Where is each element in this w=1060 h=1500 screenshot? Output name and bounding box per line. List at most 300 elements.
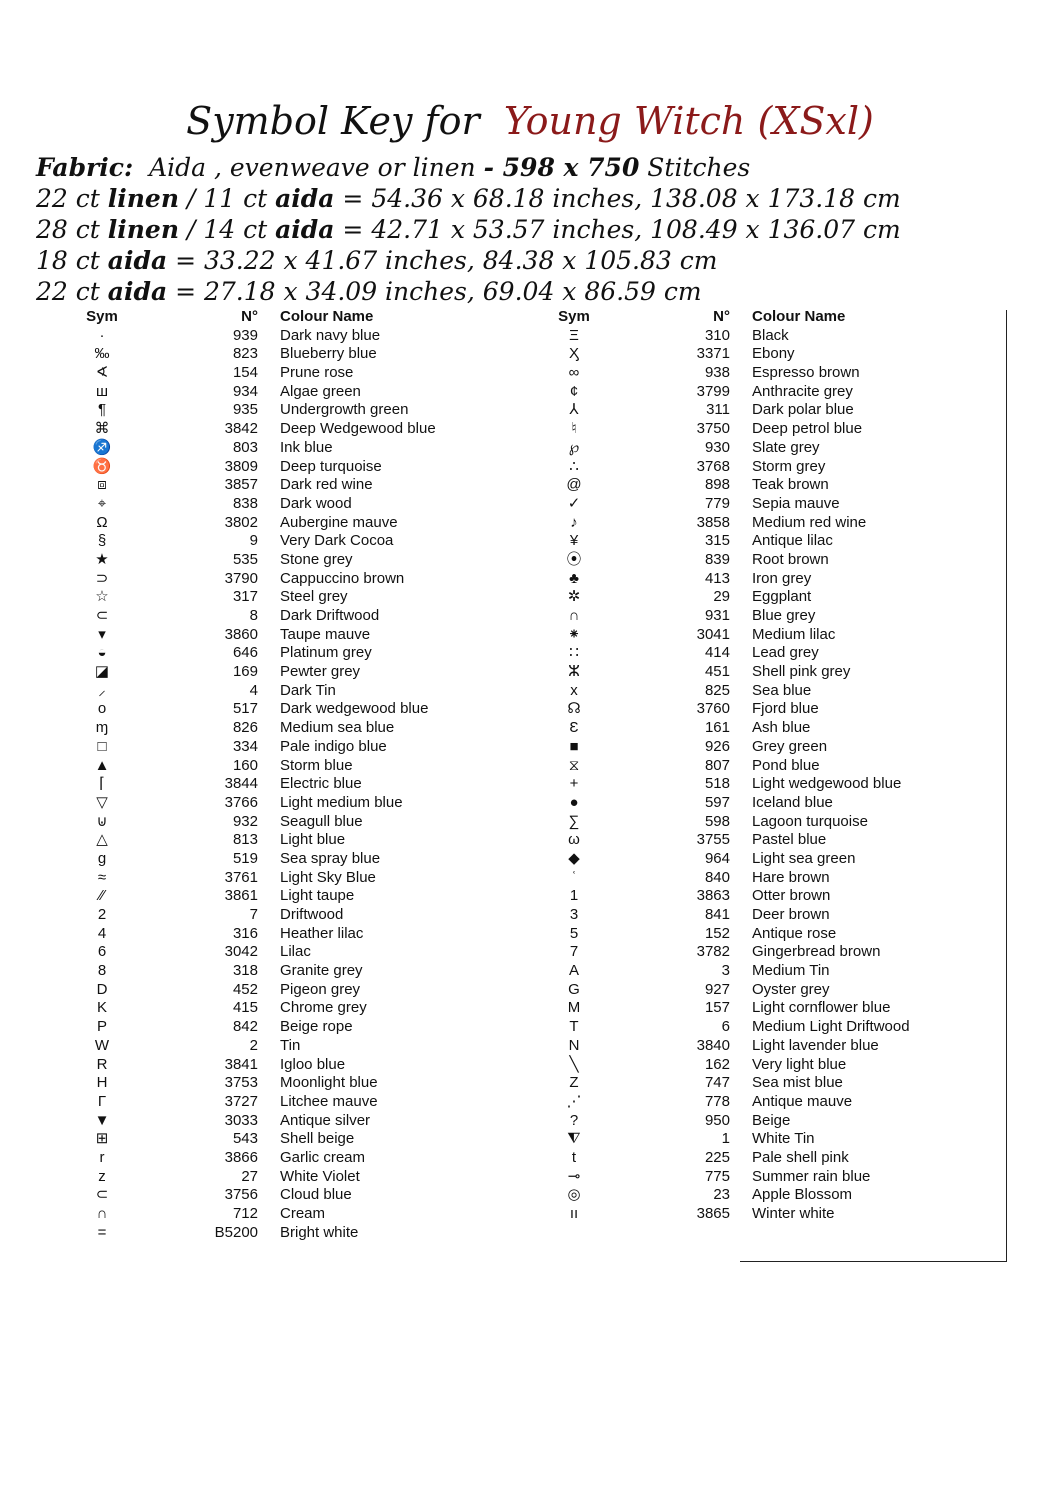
symbol-cell: ⋰ (566, 1092, 582, 1110)
number-cell: 778 (704, 1092, 730, 1110)
colour-name-cell: Sepia mauve (752, 494, 840, 512)
number-cell: 6 (721, 1018, 730, 1036)
number-cell: 162 (704, 1055, 730, 1073)
colour-name-cell: Very Dark Cocoa (280, 532, 394, 550)
symbol-cell: 6 (97, 943, 107, 961)
symbol-cell: ⧖ (568, 756, 580, 774)
symbol-cell: o (97, 700, 107, 718)
fabric-word: aida (275, 215, 335, 244)
symbol-cell: ⧨ (567, 1130, 581, 1148)
number-cell: 519 (232, 849, 258, 867)
count-text: 18 ct (36, 246, 108, 275)
colour-name-cell: White Violet (280, 1167, 360, 1185)
colour-name-cell: Storm blue (280, 756, 353, 774)
number-cell: 926 (704, 737, 730, 755)
colour-name-cell: Litchee mauve (280, 1092, 378, 1110)
number-cell: 775 (704, 1167, 730, 1185)
number-cell: 838 (232, 494, 258, 512)
colour-name-cell: Medium lilac (752, 625, 836, 643)
colour-name-cell: Dark Driftwood (280, 607, 380, 624)
page-title (0, 96, 1060, 146)
colour-name-cell: Medium Tin (752, 962, 830, 980)
number-cell: 807 (704, 756, 730, 774)
number-cell: 311 (706, 401, 730, 419)
colour-name-cell: Shell pink grey (752, 663, 851, 681)
colour-name-cell: Otter brown (752, 887, 831, 905)
number-cell: 3861 (224, 887, 258, 905)
number-cell: B5200 (214, 1223, 258, 1241)
number-cell: 803 (232, 438, 258, 456)
colour-name-cell: Teak brown (752, 476, 829, 494)
symbol-cell: ⦿ (566, 550, 582, 568)
symbol-cell: ıı (569, 1205, 579, 1222)
number-cell: 934 (232, 382, 258, 400)
symbol-cell: Z (569, 1074, 579, 1092)
colour-name-cell: Pale shell pink (752, 1148, 849, 1166)
symbol-cell: ▼ (94, 1111, 110, 1129)
colour-name-cell: Ash blue (752, 719, 811, 737)
number-cell: 3782 (696, 943, 730, 961)
symbol-cell: P (96, 1018, 107, 1036)
colour-name-cell: Light sea green (752, 849, 856, 867)
size-line-22ct-aida (36, 276, 1036, 307)
number-cell: 779 (704, 494, 730, 512)
colour-name-cell: Algae green (280, 382, 361, 400)
colour-name-cell: Pigeon grey (280, 980, 361, 998)
header-colour-name: Colour Name (280, 308, 374, 325)
number-cell: 318 (232, 962, 258, 980)
colour-name-cell: Beige (752, 1111, 791, 1129)
number-cell: 3041 (696, 625, 730, 643)
symbol-cell: ⁕ (567, 625, 581, 643)
number-cell: 3860 (224, 625, 258, 643)
number-cell: 415 (232, 999, 258, 1017)
symbol-cell: H (96, 1074, 108, 1092)
symbol-cell: ¶ (97, 401, 107, 419)
colour-name-cell: Medium sea blue (280, 719, 395, 737)
symbol-cell: @ (566, 476, 582, 494)
number-cell: 3760 (696, 700, 730, 718)
number-cell: 3766 (224, 793, 258, 811)
number-cell: 839 (704, 550, 730, 568)
fabric-info (36, 152, 1036, 307)
number-cell: 451 (704, 663, 730, 681)
number-cell: 518 (704, 775, 730, 793)
symbol-cell: ⌈ (99, 775, 105, 793)
stitch-count: 598 x 750 (502, 153, 640, 182)
border-line-right (1006, 310, 1007, 1262)
colour-name-cell: Apple Blossom (752, 1186, 853, 1204)
colour-name-cell: Seagull blue (280, 812, 363, 830)
symbol-cell: ⊂ (95, 607, 109, 624)
symbol-cell: T (569, 1018, 579, 1036)
number-cell: 931 (704, 607, 730, 624)
symbol-cell: Ω (96, 513, 108, 531)
colour-name-cell: Deer brown (752, 906, 830, 923)
number-cell: 747 (704, 1074, 730, 1092)
symbol-cell: ⊃ (95, 569, 109, 587)
number-cell: 598 (704, 812, 730, 830)
number-cell: 29 (713, 588, 730, 606)
colour-name-cell: Medium red wine (752, 513, 867, 531)
number-cell: 841 (704, 906, 730, 923)
colour-name-cell: Light lavender blue (752, 1036, 879, 1054)
count-text: 22 ct (36, 184, 108, 213)
symbol-cell: ∑ (568, 812, 580, 830)
colour-name-cell: Dark wedgewood blue (280, 700, 429, 718)
number-cell: 334 (232, 737, 258, 755)
symbol-cell: A (568, 962, 579, 980)
symbol-cell: z (98, 1167, 106, 1185)
colour-name-cell: Gingerbread brown (752, 943, 881, 961)
number-cell: 9 (249, 532, 258, 550)
number-cell: 3756 (224, 1186, 258, 1204)
number-cell: 930 (704, 438, 730, 456)
symbol-cell: ¥ (569, 532, 579, 550)
colour-name-cell: Shell beige (280, 1130, 355, 1148)
colour-name-cell: Electric blue (280, 775, 362, 793)
number-cell: 225 (704, 1148, 730, 1166)
number-cell: 3857 (224, 476, 258, 494)
symbol-cell: ☊ (567, 700, 581, 718)
colour-name-cell: Heather lilac (280, 924, 364, 942)
colour-name-cell: Antique silver (280, 1111, 371, 1129)
symbol-cell: ◪ (94, 663, 110, 681)
colour-name-cell: Medium Light Driftwood (752, 1018, 910, 1036)
fabric-line (36, 152, 1036, 183)
colour-name-cell: Lagoon turquoise (752, 812, 868, 830)
colour-name-cell: Light cornflower blue (752, 999, 891, 1017)
symbol-cell: R (96, 1055, 108, 1073)
colour-name-cell: Winter white (752, 1205, 835, 1222)
colour-name-cell: Oyster grey (752, 980, 830, 998)
symbol-cell: Γ (97, 1092, 107, 1110)
colour-name-cell: Prune rose (280, 364, 354, 382)
colour-name-cell: Stone grey (280, 550, 353, 568)
number-cell: 840 (704, 868, 730, 886)
symbol-cell: ◒ (97, 644, 107, 662)
size-text: = 33.22 x 41.67 inches, 84.38 x 105.83 cm (167, 246, 718, 275)
size-line-22ct-linen (36, 183, 1036, 214)
number-cell: 964 (704, 849, 730, 867)
symbol-cell: G (568, 980, 580, 998)
colour-name-cell: Grey green (752, 737, 828, 755)
colour-name-cell: Black (752, 326, 789, 344)
symbol-cell: △ (96, 831, 108, 849)
colour-name-cell: Pastel blue (752, 831, 827, 849)
symbol-cell: ⊍ (96, 812, 108, 830)
number-cell: 157 (704, 999, 730, 1017)
symbol-cell: 3 (569, 906, 579, 923)
number-cell: 842 (232, 1018, 258, 1036)
pattern-name: Young Witch (XSxl) (503, 99, 874, 143)
header-colour-name: Colour Name (752, 308, 846, 325)
number-cell: 23 (713, 1186, 730, 1204)
number-cell: 452 (232, 980, 258, 998)
symbol-cell: ⌖ (97, 494, 107, 512)
number-cell: 3750 (696, 420, 730, 438)
number-cell: 160 (232, 756, 258, 774)
fabric-label: Fabric: (36, 153, 134, 182)
number-cell: 950 (704, 1111, 730, 1129)
colour-name-cell: Deep petrol blue (752, 420, 863, 438)
symbol-cell: 4 (97, 924, 107, 942)
symbol-cell: ? (569, 1111, 579, 1129)
symbol-cell: ≈ (97, 868, 107, 886)
symbol-cell: N (568, 1036, 580, 1054)
symbol-cell: ⊞ (95, 1130, 109, 1148)
fabric-word: linen (107, 215, 180, 244)
number-cell: 8 (249, 607, 258, 624)
colour-name-cell: Root brown (752, 550, 829, 568)
stitches-label: Stitches (639, 153, 751, 182)
number-cell: 414 (704, 644, 730, 662)
symbol-cell: ∴ (569, 457, 579, 475)
number-cell: 535 (232, 550, 258, 568)
colour-name-cell: Blueberry blue (280, 345, 377, 363)
count-text: / 11 ct (179, 184, 276, 213)
colour-name-cell: Light medium blue (280, 793, 403, 811)
fabric-word: aida (107, 246, 168, 275)
count-text: / 14 ct (179, 215, 276, 244)
number-cell: 161 (704, 719, 730, 737)
number-cell: 316 (232, 924, 258, 942)
number-cell: 898 (704, 476, 730, 494)
symbol-cell: ▽ (96, 793, 108, 811)
colour-name-cell: Light Sky Blue (280, 868, 376, 886)
symbol-cell: ш (95, 382, 109, 400)
number-cell: 823 (232, 345, 258, 363)
colour-name-cell: Lead grey (752, 644, 819, 662)
number-cell: 3727 (224, 1092, 258, 1110)
number-cell: 3761 (224, 868, 258, 886)
symbol-cell: ∢ (95, 364, 109, 382)
symbol-cell: ★ (95, 550, 109, 568)
size-text: = 42.71 x 53.57 inches, 108.49 x 136.07 cm (334, 215, 901, 244)
symbol-cell: ⧈ (97, 476, 107, 494)
number-cell: 310 (704, 326, 730, 344)
colour-name-cell: Cream (280, 1205, 326, 1222)
symbol-cell: ♉ (92, 457, 112, 475)
symbol-cell: ⵣ (568, 663, 580, 681)
symbol-cell: M (567, 999, 581, 1017)
count-text: 28 ct (36, 215, 108, 244)
symbol-cell: ✓ (567, 494, 581, 512)
number-cell: 646 (232, 644, 258, 662)
symbol-cell: W (94, 1036, 110, 1054)
header-number: N° (241, 308, 258, 325)
symbol-cell: x (570, 681, 578, 699)
symbol-cell: ▾ (98, 625, 106, 643)
number-cell: 3 (721, 962, 730, 980)
colour-name-cell: Chrome grey (280, 999, 367, 1017)
colour-name-cell: Platinum grey (280, 644, 372, 662)
fabric-word: aida (275, 184, 335, 213)
number-cell: 3790 (224, 569, 258, 587)
number-cell: 3802 (224, 513, 258, 531)
colour-name-cell: Dark polar blue (752, 401, 854, 419)
colour-name-cell: Ebony (752, 345, 795, 363)
number-cell: 939 (232, 326, 258, 344)
number-cell: 3866 (224, 1148, 258, 1166)
colour-name-cell: White Tin (752, 1130, 815, 1148)
symbol-cell: ω (568, 831, 580, 849)
number-cell: 3799 (696, 382, 730, 400)
number-cell: 317 (232, 588, 258, 606)
symbol-cell: 1 (569, 887, 579, 905)
fabric-word: aida (107, 277, 168, 306)
size-text: = 54.36 x 68.18 inches, 138.08 x 173.18 cm (334, 184, 901, 213)
colour-name-cell: Dark navy blue (280, 326, 381, 344)
symbol-cell: D (96, 980, 108, 998)
symbol-cell: ◎ (567, 1186, 581, 1204)
number-cell: 712 (232, 1205, 258, 1222)
symbol-cell: § (97, 532, 107, 550)
number-cell: 825 (704, 681, 730, 699)
symbol-cell: ⌘ (94, 420, 110, 438)
symbol-cell: ☆ (95, 588, 109, 606)
symbol-cell: ■ (569, 737, 579, 755)
symbol-cell: ℘ (568, 438, 580, 456)
symbol-cell: Ӽ (568, 345, 579, 363)
number-cell: 1 (721, 1130, 730, 1148)
size-text: = 27.18 x 34.09 inches, 69.04 x 86.59 cm (167, 277, 702, 306)
colour-name-cell: Bright white (280, 1223, 359, 1241)
symbol-cell: ♣ (569, 569, 579, 587)
symbol-cell: r (99, 1148, 105, 1166)
symbol-cell: K (96, 999, 107, 1017)
colour-name-cell: Antique rose (752, 924, 837, 942)
symbol-cell: ⸝ (98, 681, 106, 699)
symbol-cell: □ (97, 737, 107, 755)
symbol-cell: ⁄⁄ (99, 887, 105, 905)
symbol-cell: ‰ (94, 345, 110, 363)
colour-name-cell: Iron grey (752, 569, 812, 587)
number-cell: 3863 (696, 887, 730, 905)
colour-name-cell: Light blue (280, 831, 346, 849)
number-cell: 3371 (696, 345, 730, 363)
number-cell: 3844 (224, 775, 258, 793)
symbol-cell: ♮ (571, 420, 577, 438)
colour-name-cell: Antique mauve (752, 1092, 853, 1110)
colour-name-cell: Deep turquoise (280, 457, 382, 475)
symbol-cell: ╲ (569, 1055, 579, 1073)
size-line-28ct-linen (36, 214, 1036, 245)
fabric-types: Aida , evenweave or linen (149, 153, 484, 182)
number-cell: 3858 (696, 513, 730, 531)
symbol-cell: ʿ (571, 868, 577, 886)
number-cell: 27 (241, 1167, 258, 1185)
colour-name-cell: Ink blue (280, 438, 333, 456)
colour-name-cell: Light wedgewood blue (752, 775, 902, 793)
symbol-cell: ◆ (568, 849, 580, 867)
symbol-cell: ¢ (569, 382, 579, 400)
colour-name-cell: Antique lilac (752, 532, 833, 550)
colour-name-cell: Hare brown (752, 868, 830, 886)
fabric-word: linen (107, 184, 180, 213)
symbol-cell: 8 (97, 962, 107, 980)
number-cell: 413 (704, 569, 730, 587)
symbol-cell: + (569, 775, 579, 793)
symbol-cell: t (571, 1148, 577, 1166)
number-cell: 4 (249, 681, 258, 699)
colour-name-cell: Sea blue (752, 681, 812, 699)
colour-name-cell: Anthracite grey (752, 382, 853, 400)
number-cell: 154 (232, 364, 258, 382)
symbol-cell: 2 (97, 906, 107, 923)
symbol-cell: g (97, 849, 107, 867)
colour-name-cell: Storm grey (752, 457, 826, 475)
header-sym: Sym (558, 308, 590, 325)
symbol-cell: ✲ (567, 588, 581, 606)
colour-name-cell: Pale indigo blue (280, 737, 387, 755)
count-text: 22 ct (36, 277, 108, 306)
colour-name-cell: Espresso brown (752, 364, 860, 382)
symbol-cell: ɱ (95, 719, 109, 737)
colour-name-cell: Pewter grey (280, 663, 361, 681)
symbol-cell: ♐ (92, 438, 112, 456)
colour-name-cell: Pond blue (752, 756, 820, 774)
colour-name-cell: Deep Wedgewood blue (280, 420, 436, 438)
colour-name-cell: Garlic cream (280, 1148, 366, 1166)
colour-name-cell: Dark Tin (280, 681, 336, 699)
colour-name-cell: Taupe mauve (280, 625, 371, 643)
number-cell: 169 (232, 663, 258, 681)
title-prefix: Symbol Key for (186, 99, 480, 143)
symbol-cell: ∞ (568, 364, 580, 382)
colour-name-cell: Dark red wine (280, 476, 373, 494)
number-cell: 938 (704, 364, 730, 382)
number-cell: 826 (232, 719, 258, 737)
colour-name-cell: Sea mist blue (752, 1074, 843, 1092)
colour-name-cell: Lilac (280, 943, 311, 961)
colour-name-cell: Driftwood (280, 906, 344, 923)
header-number: N° (713, 308, 730, 325)
symbol-cell: ∷ (569, 644, 579, 662)
number-cell: 3768 (696, 457, 730, 475)
colour-name-cell: Summer rain blue (752, 1167, 871, 1185)
number-cell: 597 (704, 793, 730, 811)
colour-name-cell: Steel grey (280, 588, 348, 606)
symbol-cell: ⊸ (567, 1167, 581, 1185)
symbol-cell: ⅄ (569, 401, 579, 419)
colour-name-cell: Sea spray blue (280, 849, 381, 867)
symbol-cell: 7 (569, 943, 579, 961)
colour-name-cell: Aubergine mauve (280, 513, 398, 531)
colour-name-cell: Cloud blue (280, 1186, 352, 1204)
symbol-cell: · (99, 326, 105, 344)
symbol-cell: = (97, 1223, 107, 1241)
colour-name-cell: Beige rope (280, 1018, 353, 1036)
colour-name-cell: Dark wood (280, 494, 352, 512)
header-sym: Sym (86, 308, 118, 325)
number-cell: 2 (249, 1036, 258, 1054)
number-cell: 3033 (224, 1111, 258, 1129)
number-cell: 3809 (224, 457, 258, 475)
symbol-cell: ♪ (570, 513, 578, 531)
number-cell: 3842 (224, 420, 258, 438)
number-cell: 3755 (696, 831, 730, 849)
symbol-cell: Ɛ (569, 719, 579, 737)
colour-name-cell: Fjord blue (752, 700, 819, 718)
colour-name-cell: Granite grey (280, 962, 363, 980)
symbol-cell: 5 (569, 924, 579, 942)
number-cell: 543 (232, 1130, 258, 1148)
colour-name-cell: Igloo blue (280, 1055, 346, 1073)
colour-name-cell: Slate grey (752, 438, 820, 456)
number-cell: 927 (704, 980, 730, 998)
fabric-dash: - (483, 153, 503, 182)
